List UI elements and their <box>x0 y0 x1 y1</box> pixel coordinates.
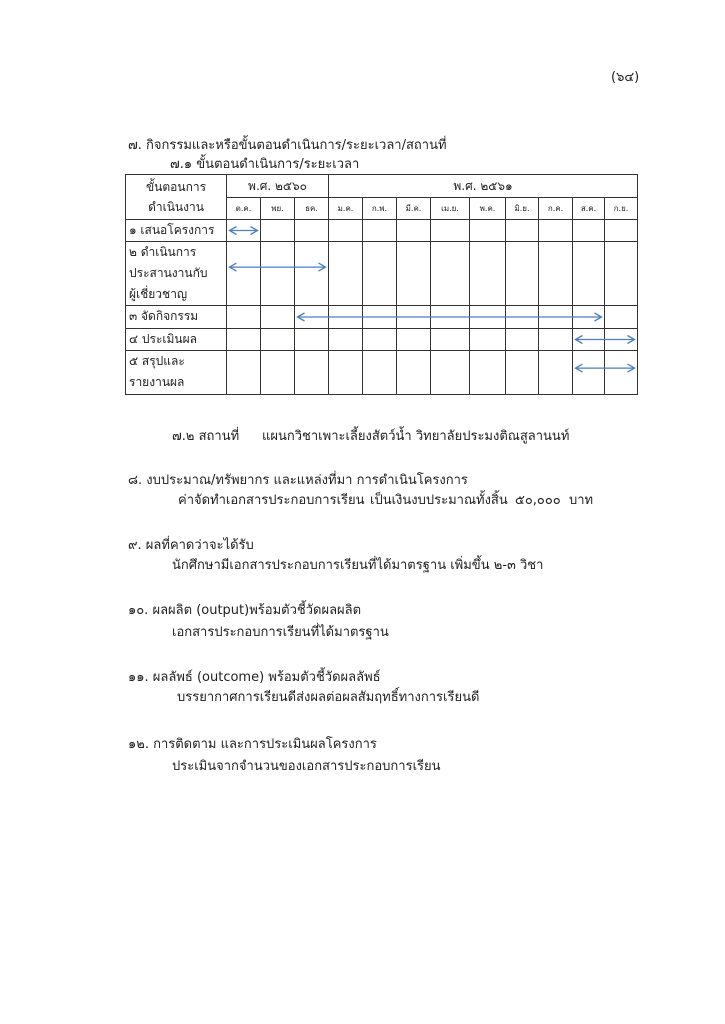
step-name <box>126 306 227 329</box>
timeline-cell <box>329 329 363 351</box>
timeline-cell <box>573 351 605 395</box>
section-8-item: ค่าจัดทำเอกสารประกอบการเรียน <box>178 493 365 508</box>
section-12-body: ประเมินจากจำนวนของเอกสารประกอบการเรียน <box>172 759 441 774</box>
timeline-cell <box>539 220 573 242</box>
timeline-cell <box>506 306 539 329</box>
timeline-cell <box>329 242 363 306</box>
month-header: เม.ย. <box>431 198 470 220</box>
timeline-cell <box>470 220 506 242</box>
timeline-cell <box>261 220 295 242</box>
timeline-cell <box>363 306 397 329</box>
section-9-body: นักศึกษามีเอกสารประกอบการเรียนที่ได้มาตรฐาน เพิ่มขึ้น ๒-๓ วิชา <box>172 558 544 573</box>
timeline-cell <box>506 242 539 306</box>
schedule-table <box>125 174 638 395</box>
section-7-1-heading: ๗.๑ ขั้นตอนดำเนินการ/ระยะเวลา <box>170 157 360 172</box>
timeline-cell <box>261 351 295 395</box>
timeline-cell <box>431 351 470 395</box>
timeline-cell <box>539 351 573 395</box>
timeline-cell <box>227 351 261 395</box>
timeline-cell <box>573 329 605 351</box>
timeline-cell <box>295 329 329 351</box>
timeline-cell <box>431 329 470 351</box>
timeline-cell <box>227 242 261 306</box>
timeline-cell <box>605 306 638 329</box>
timeline-cell <box>397 306 431 329</box>
steps-header-line2: ดำเนินงาน <box>148 200 204 214</box>
section-7-2-location: แผนกวิชาเพาะเลี้ยงสัตว์น้ำ วิทยาลัยประมงติณสูลานนท์ <box>262 429 570 444</box>
timeline-cell <box>470 329 506 351</box>
section-8-amount-text: เป็นเงินงบประมาณทั้งสิ้น <box>370 493 508 508</box>
section-8-unit: บาท <box>569 493 594 508</box>
month-header: พย. <box>261 198 295 220</box>
month-header: ต.ค. <box>227 198 261 220</box>
timeline-cell <box>431 242 470 306</box>
step-name-line: ประสานงานกับ <box>129 266 208 280</box>
steps-header-line1: ขั้นตอนการ <box>145 180 207 194</box>
year-header-2561: พ.ศ. ๒๕๖๑ <box>329 175 638 198</box>
timeline-cell <box>329 220 363 242</box>
timeline-cell <box>227 306 261 329</box>
timeline-cell <box>363 329 397 351</box>
timeline-cell <box>470 351 506 395</box>
section-9-heading: ๙. ผลที่คาดว่าจะได้รับ <box>128 538 254 553</box>
timeline-cell <box>506 220 539 242</box>
step-name-line: ๒ ดำเนินการ <box>129 245 197 259</box>
timeline-cell <box>539 306 573 329</box>
timeline-cell <box>506 329 539 351</box>
section-11-heading: ๑๑. ผลลัพธ์ (outcome) พร้อมตัวชี้วัดผลลัพธ์ <box>128 670 381 685</box>
page-number: (๖๔) <box>611 70 640 85</box>
timeline-cell <box>431 306 470 329</box>
month-header: ม.ค. <box>329 198 363 220</box>
timeline-cell <box>261 329 295 351</box>
timeline-cell <box>295 306 329 329</box>
section-10-heading: ๑๐. ผลผลิต (output)พร้อมตัวชี้วัดผลผลิต <box>128 603 362 618</box>
timeline-cell <box>470 242 506 306</box>
month-header: ก.พ. <box>363 198 397 220</box>
timeline-cell <box>539 329 573 351</box>
step-name <box>126 242 227 306</box>
month-header: ส.ค. <box>573 198 605 220</box>
timeline-cell <box>227 329 261 351</box>
timeline-cell <box>605 242 638 306</box>
timeline-cell <box>506 351 539 395</box>
timeline-cell <box>397 220 431 242</box>
section-8-heading: ๘. งบประมาณ/ทรัพยากร และแหล่งที่มา การดำเนินโครงการ <box>128 473 468 488</box>
step-name-line: ๑ เสนอโครงการ <box>129 223 215 237</box>
month-header: พ.ค. <box>470 198 506 220</box>
year-header-2560: พ.ศ. ๒๕๖๐ <box>227 175 329 198</box>
timeline-cell <box>329 351 363 395</box>
step-row <box>126 351 638 395</box>
step-name-line: ผู้เชี่ยวชาญ <box>129 287 188 301</box>
step-row <box>126 329 638 351</box>
step-name-line: ๕ สรุปและ <box>129 354 185 368</box>
month-header: ก.ย. <box>605 198 638 220</box>
section-10-body: เอกสารประกอบการเรียนที่ได้มาตรฐาน <box>172 625 389 640</box>
section-7-heading: ๗. กิจกรรมและหรือขั้นตอนดำเนินการ/ระยะเวลา/สถานที่ <box>128 138 447 153</box>
timeline-cell <box>397 329 431 351</box>
timeline-cell <box>573 242 605 306</box>
timeline-cell <box>295 351 329 395</box>
step-row <box>126 220 638 242</box>
timeline-cell <box>573 306 605 329</box>
timeline-cell <box>470 306 506 329</box>
timeline-cell <box>431 220 470 242</box>
timeline-cell <box>397 351 431 395</box>
timeline-cell <box>295 220 329 242</box>
timeline-cell <box>363 351 397 395</box>
step-name <box>126 351 227 395</box>
month-header: ก.ค. <box>539 198 573 220</box>
step-name <box>126 329 227 351</box>
step-name-line: ๓ จัดกิจกรรม <box>129 309 199 323</box>
timeline-cell <box>605 329 638 351</box>
section-7-2-label: ๗.๒ สถานที่ <box>172 429 240 444</box>
timeline-cell <box>261 242 295 306</box>
timeline-cell <box>227 220 261 242</box>
steps-column-header <box>126 175 227 220</box>
timeline-cell <box>329 306 363 329</box>
timeline-cell <box>363 242 397 306</box>
timeline-cell <box>539 242 573 306</box>
timeline-cell <box>363 220 397 242</box>
section-11-body: บรรยากาศการเรียนดีส่งผลต่อผลสัมฤทธิ์ทางการเรียนดี <box>177 690 480 705</box>
step-row <box>126 242 638 306</box>
section-12-heading: ๑๒. การติดตาม และการประเมินผลโครงการ <box>128 737 377 752</box>
timeline-cell <box>397 242 431 306</box>
step-name-line: รายงานผล <box>129 375 185 389</box>
timeline-cell <box>605 220 638 242</box>
timeline-cell <box>573 220 605 242</box>
step-name <box>126 220 227 242</box>
month-header: ธค. <box>295 198 329 220</box>
month-header: มี.ค. <box>397 198 431 220</box>
step-row <box>126 306 638 329</box>
timeline-cell <box>295 242 329 306</box>
step-name-line: ๔ ประเมินผล <box>129 332 198 346</box>
section-8-amount: ๕๐,๐๐๐ <box>515 493 561 508</box>
timeline-cell <box>605 351 638 395</box>
month-header: มิ.ย. <box>506 198 539 220</box>
timeline-cell <box>261 306 295 329</box>
